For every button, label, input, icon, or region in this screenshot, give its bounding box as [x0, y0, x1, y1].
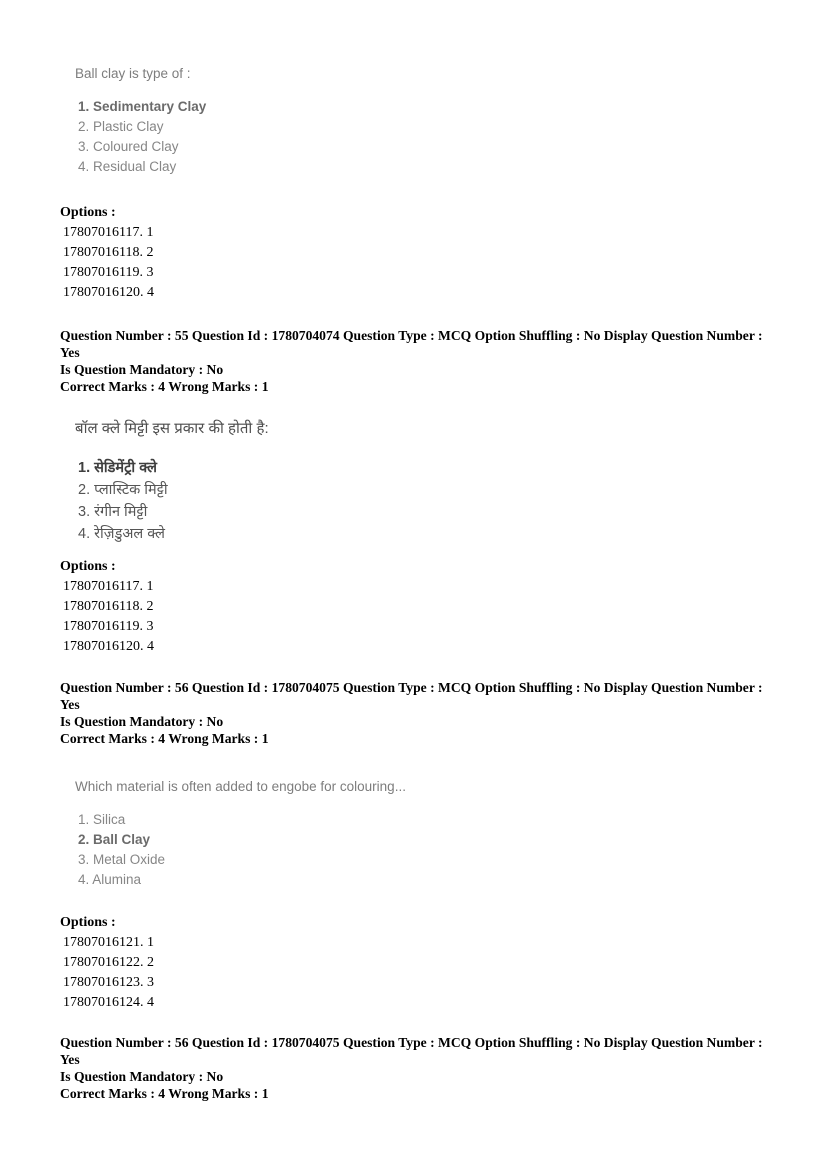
- options-id-block: [60, 203, 772, 303]
- meta-line: Is Question Mandatory : No: [60, 714, 224, 729]
- choice-item: 4. Alumina: [78, 872, 142, 887]
- choice-item: 1. Silica: [78, 812, 126, 827]
- choice-item: 3. Coloured Clay: [78, 139, 179, 154]
- option-id-line: 17807016118. 2: [63, 245, 154, 260]
- choice-item: 3. Metal Oxide: [78, 852, 166, 867]
- option-id-line: 17807016117. 1: [63, 579, 154, 594]
- option-id-line: 17807016124. 4: [63, 995, 154, 1010]
- meta-line: Correct Marks : 4 Wrong Marks : 1: [60, 1086, 269, 1101]
- meta-line: Question Number : 55 Question Id : 1780704074 Question Type : MCQ Option Shuffling : No Display Question Number : Yes: [60, 328, 763, 360]
- question-text: Ball clay is type of :: [75, 66, 191, 81]
- choice-item: 2. प्लास्टिक मिट्टी: [78, 482, 168, 498]
- options-id-block: [60, 557, 772, 657]
- question-screenshot-q55-hindi: [60, 417, 772, 545]
- question-text: बॉल क्ले मिट्टी इस प्रकार की होती है:: [75, 420, 269, 437]
- choice-list: [75, 810, 772, 890]
- question-meta-q56: [60, 679, 772, 747]
- options-label: Options :: [60, 915, 116, 930]
- meta-line: Correct Marks : 4 Wrong Marks : 1: [60, 731, 269, 746]
- option-id-line: 17807016117. 1: [63, 225, 154, 240]
- meta-line: Correct Marks : 4 Wrong Marks : 1: [60, 379, 269, 394]
- question-screenshot-q56-english: [60, 777, 772, 890]
- option-id-line: 17807016122. 2: [63, 955, 154, 970]
- option-id-line: 17807016121. 1: [63, 935, 154, 950]
- choice-item: 1. Sedimentary Clay: [78, 99, 207, 114]
- options-label: Options :: [60, 559, 116, 574]
- option-id-line: 17807016120. 4: [63, 285, 154, 300]
- meta-line: Is Question Mandatory : No: [60, 1069, 224, 1084]
- meta-line: Question Number : 56 Question Id : 1780704075 Question Type : MCQ Option Shuffling : No Display Question Number : Yes: [60, 680, 763, 712]
- choice-item: 2. Ball Clay: [78, 832, 151, 847]
- option-id-line: 17807016119. 3: [63, 619, 154, 634]
- options-label: Options :: [60, 205, 116, 220]
- option-id-line: 17807016119. 3: [63, 265, 154, 280]
- meta-line: Is Question Mandatory : No: [60, 362, 224, 377]
- option-id-line: 17807016123. 3: [63, 975, 154, 990]
- choice-item: 4. रेज़िडुअल क्ले: [78, 526, 165, 542]
- choice-list: [75, 457, 772, 545]
- choice-item: 2. Plastic Clay: [78, 119, 164, 134]
- question-meta-q56-repeat: [60, 1034, 772, 1102]
- option-id-line: 17807016118. 2: [63, 599, 154, 614]
- meta-line: Question Number : 56 Question Id : 1780704075 Question Type : MCQ Option Shuffling : No Display Question Number : Yes: [60, 1035, 763, 1067]
- question-text: Which material is often added to engobe for colouring...: [75, 779, 406, 794]
- option-id-line: 17807016120. 4: [63, 639, 154, 654]
- options-id-block: [60, 913, 772, 1013]
- question-meta-q55: [60, 327, 772, 395]
- question-screenshot-q55-english: [60, 64, 772, 177]
- choice-item: 1. सेडिमेंट्री क्ले: [78, 460, 157, 476]
- choice-item: 4. Residual Clay: [78, 159, 177, 174]
- choice-item: 3. रंगीन मिट्टी: [78, 504, 148, 520]
- choice-list: [75, 97, 772, 177]
